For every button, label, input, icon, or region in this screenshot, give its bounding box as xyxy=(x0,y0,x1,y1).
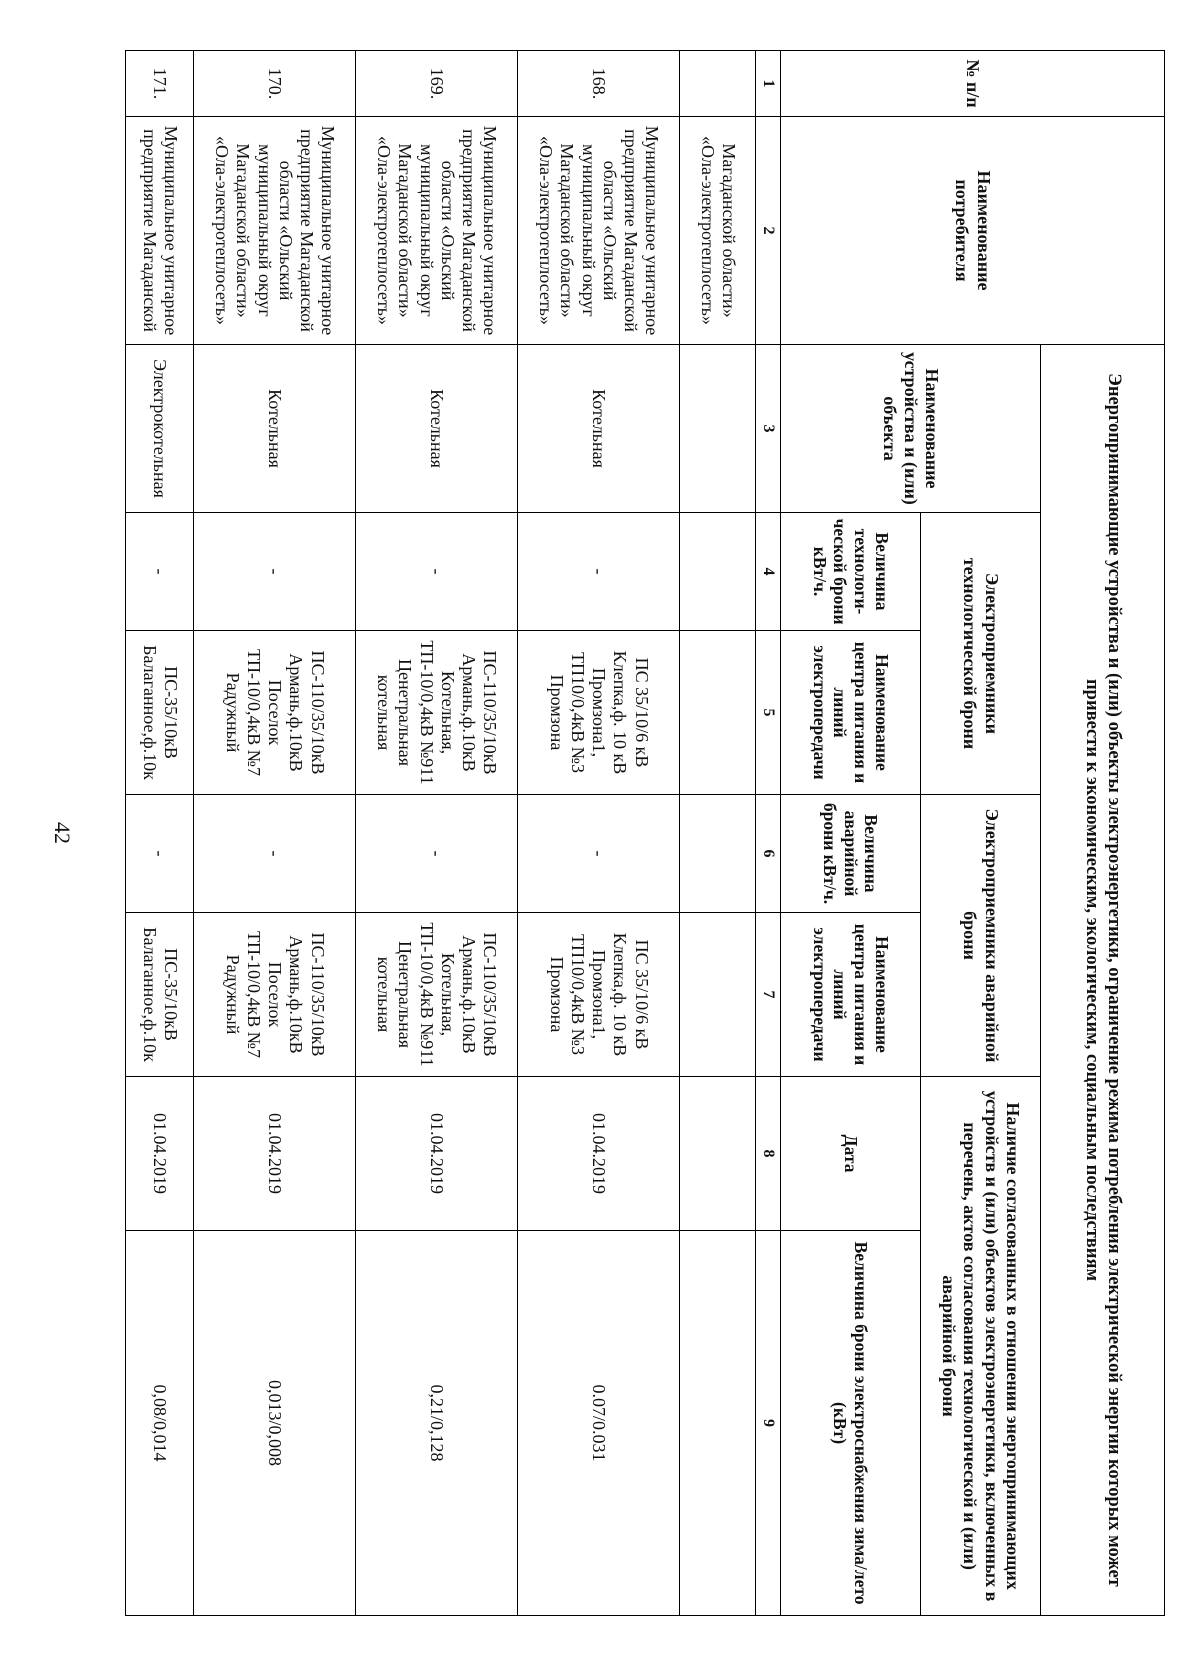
table-row xyxy=(518,51,680,1616)
row-value: 0,21/0,128 xyxy=(356,1231,518,1616)
row-no: 171. xyxy=(126,51,194,117)
row-tech-value: - xyxy=(194,513,356,631)
header-group-title: Энергопринимающие устройства и (или) объекты электроэнергетики, ограничение режима потребления электрической энергии которых может привести к экономическим, экологическим, социальным последствиям xyxy=(1041,345,1165,1616)
row-tech-value xyxy=(680,513,756,631)
row-emerg-center: ПС 35/10/6 кВ Клепка,ф. 10 кВ Промзона1, ТП10/0,4кВ №3 Промзона xyxy=(518,913,680,1077)
col-number: 4 xyxy=(756,513,781,631)
row-date xyxy=(680,1077,756,1231)
col-number: 7 xyxy=(756,913,781,1077)
header-col-consumer: Наименование потребителя xyxy=(781,117,1165,345)
row-emerg-center: ПС-110/35/10кВ Армань,ф.10кВ Котельная, ТП-10/0,4кВ №911 Ценетральная котельная xyxy=(356,913,518,1077)
row-date: 01.04.2019 xyxy=(518,1077,680,1231)
row-tech-value: - xyxy=(518,513,680,631)
row-object: Котельная xyxy=(356,345,518,513)
table-row xyxy=(194,51,356,1616)
row-tech-value: - xyxy=(126,513,194,631)
header-emerg-value: Величина аварийной брони кВт/ч. xyxy=(781,795,921,913)
row-emerg-value: - xyxy=(194,795,356,913)
row-date: 01.04.2019 xyxy=(194,1077,356,1231)
consumer-table xyxy=(125,50,1165,1616)
header-col-object: Наименование устройства и (или) объекта xyxy=(781,345,1041,513)
col-number: 9 xyxy=(756,1231,781,1616)
row-consumer: Муниципальное унитарное предприятие Магаданской области «Ольский муниципальный округ Магаданской области» «Ола-электротеплосеть» xyxy=(518,117,680,345)
header-tech-center: Наименование центра питания и линий электропередачи xyxy=(781,631,921,795)
row-object: Котельная xyxy=(518,345,680,513)
row-tech-center xyxy=(680,631,756,795)
col-number: 6 xyxy=(756,795,781,913)
col-number: 5 xyxy=(756,631,781,795)
row-consumer: Муниципальное унитарное предприятие Магаданской xyxy=(126,117,194,345)
row-consumer: Муниципальное унитарное предприятие Магаданской области «Ольский муниципальный округ Магаданской области» «Ола-электротеплосеть» xyxy=(356,117,518,345)
header-approval-date: Дата xyxy=(781,1077,921,1231)
col-number: 3 xyxy=(756,345,781,513)
table-row xyxy=(126,51,194,1616)
row-no: 170. xyxy=(194,51,356,117)
header-emerg-center: Наименование центра питания и линий электропередачи xyxy=(781,913,921,1077)
header-col-no: № п/п xyxy=(781,51,1165,117)
row-date: 01.04.2019 xyxy=(356,1077,518,1231)
table-row xyxy=(356,51,518,1616)
column-number-row xyxy=(756,51,781,1616)
header-approval-value: Величина брони электроснабжения зима/лето (кВт) xyxy=(781,1231,921,1616)
page-number: 42 xyxy=(50,821,75,844)
table-body xyxy=(126,51,781,1616)
header-tech-value: Величина технологи-ческой брони кВт/ч. xyxy=(781,513,921,631)
row-emerg-value: - xyxy=(126,795,194,913)
row-emerg-center: ПС-110/35/10кВ Армань,ф.10кВ Поселок ТП-10/0,4кВ №7 Радужный xyxy=(194,913,356,1077)
col-number: 2 xyxy=(756,117,781,345)
row-emerg-value: - xyxy=(518,795,680,913)
row-no: 168. xyxy=(518,51,680,117)
row-object: Электрокотельная xyxy=(126,345,194,513)
header-tech-title: Электроприемники технологической брони xyxy=(921,513,1041,795)
row-tech-center: ПС-110/35/10кВ Армань,ф.10кВ Поселок ТП-10/0,4кВ №7 Радужный xyxy=(194,631,356,795)
row-object xyxy=(680,345,756,513)
row-value xyxy=(680,1231,756,1616)
row-tech-center: ПС 35/10/6 кВ Клепка,ф. 10 кВ Промзона1, ТП10/0,4кВ №3 Промзона xyxy=(518,631,680,795)
row-no: 169. xyxy=(356,51,518,117)
row-emerg-value: - xyxy=(356,795,518,913)
row-date: 01.04.2019 xyxy=(126,1077,194,1231)
row-consumer: Муниципальное унитарное предприятие Магаданской области «Ольский муниципальный округ Магаданской области» «Ола-электротеплосеть» xyxy=(194,117,356,345)
row-emerg-center xyxy=(680,913,756,1077)
row-value: 0,013/0,008 xyxy=(194,1231,356,1616)
row-value: 0,08/0,014 xyxy=(126,1231,194,1616)
row-no xyxy=(680,51,756,117)
row-object: Котельная xyxy=(194,345,356,513)
table-header xyxy=(781,51,1165,1616)
row-value: 0.07/0.031 xyxy=(518,1231,680,1616)
col-number: 8 xyxy=(756,1077,781,1231)
page-number-container xyxy=(22,0,102,1665)
row-tech-center: ПС-110/35/10кВ Армань,ф.10кВ Котельная, ТП-10/0,4кВ №911 Ценетральная котельная xyxy=(356,631,518,795)
row-emerg-value xyxy=(680,795,756,913)
rotated-table-container xyxy=(125,50,1165,1615)
row-consumer: Магаданской области» «Ола-электротеплосеть» xyxy=(680,117,756,345)
header-emerg-title: Электроприемники аварийной брони xyxy=(921,795,1041,1077)
row-tech-value: - xyxy=(356,513,518,631)
table-row xyxy=(680,51,756,1616)
header-approval-title: Наличие согласованных в отношении энергопринимающих устройств и (или) объектов электроэнергетики, включенных в перечень, актов согласования технологической и (или) аварийной брони xyxy=(921,1077,1041,1616)
col-number: 1 xyxy=(756,51,781,117)
row-tech-center: ПС-35/10кВ Балаганное,ф.10к xyxy=(126,631,194,795)
row-emerg-center: ПС-35/10кВ Балаганное,ф.10к xyxy=(126,913,194,1077)
